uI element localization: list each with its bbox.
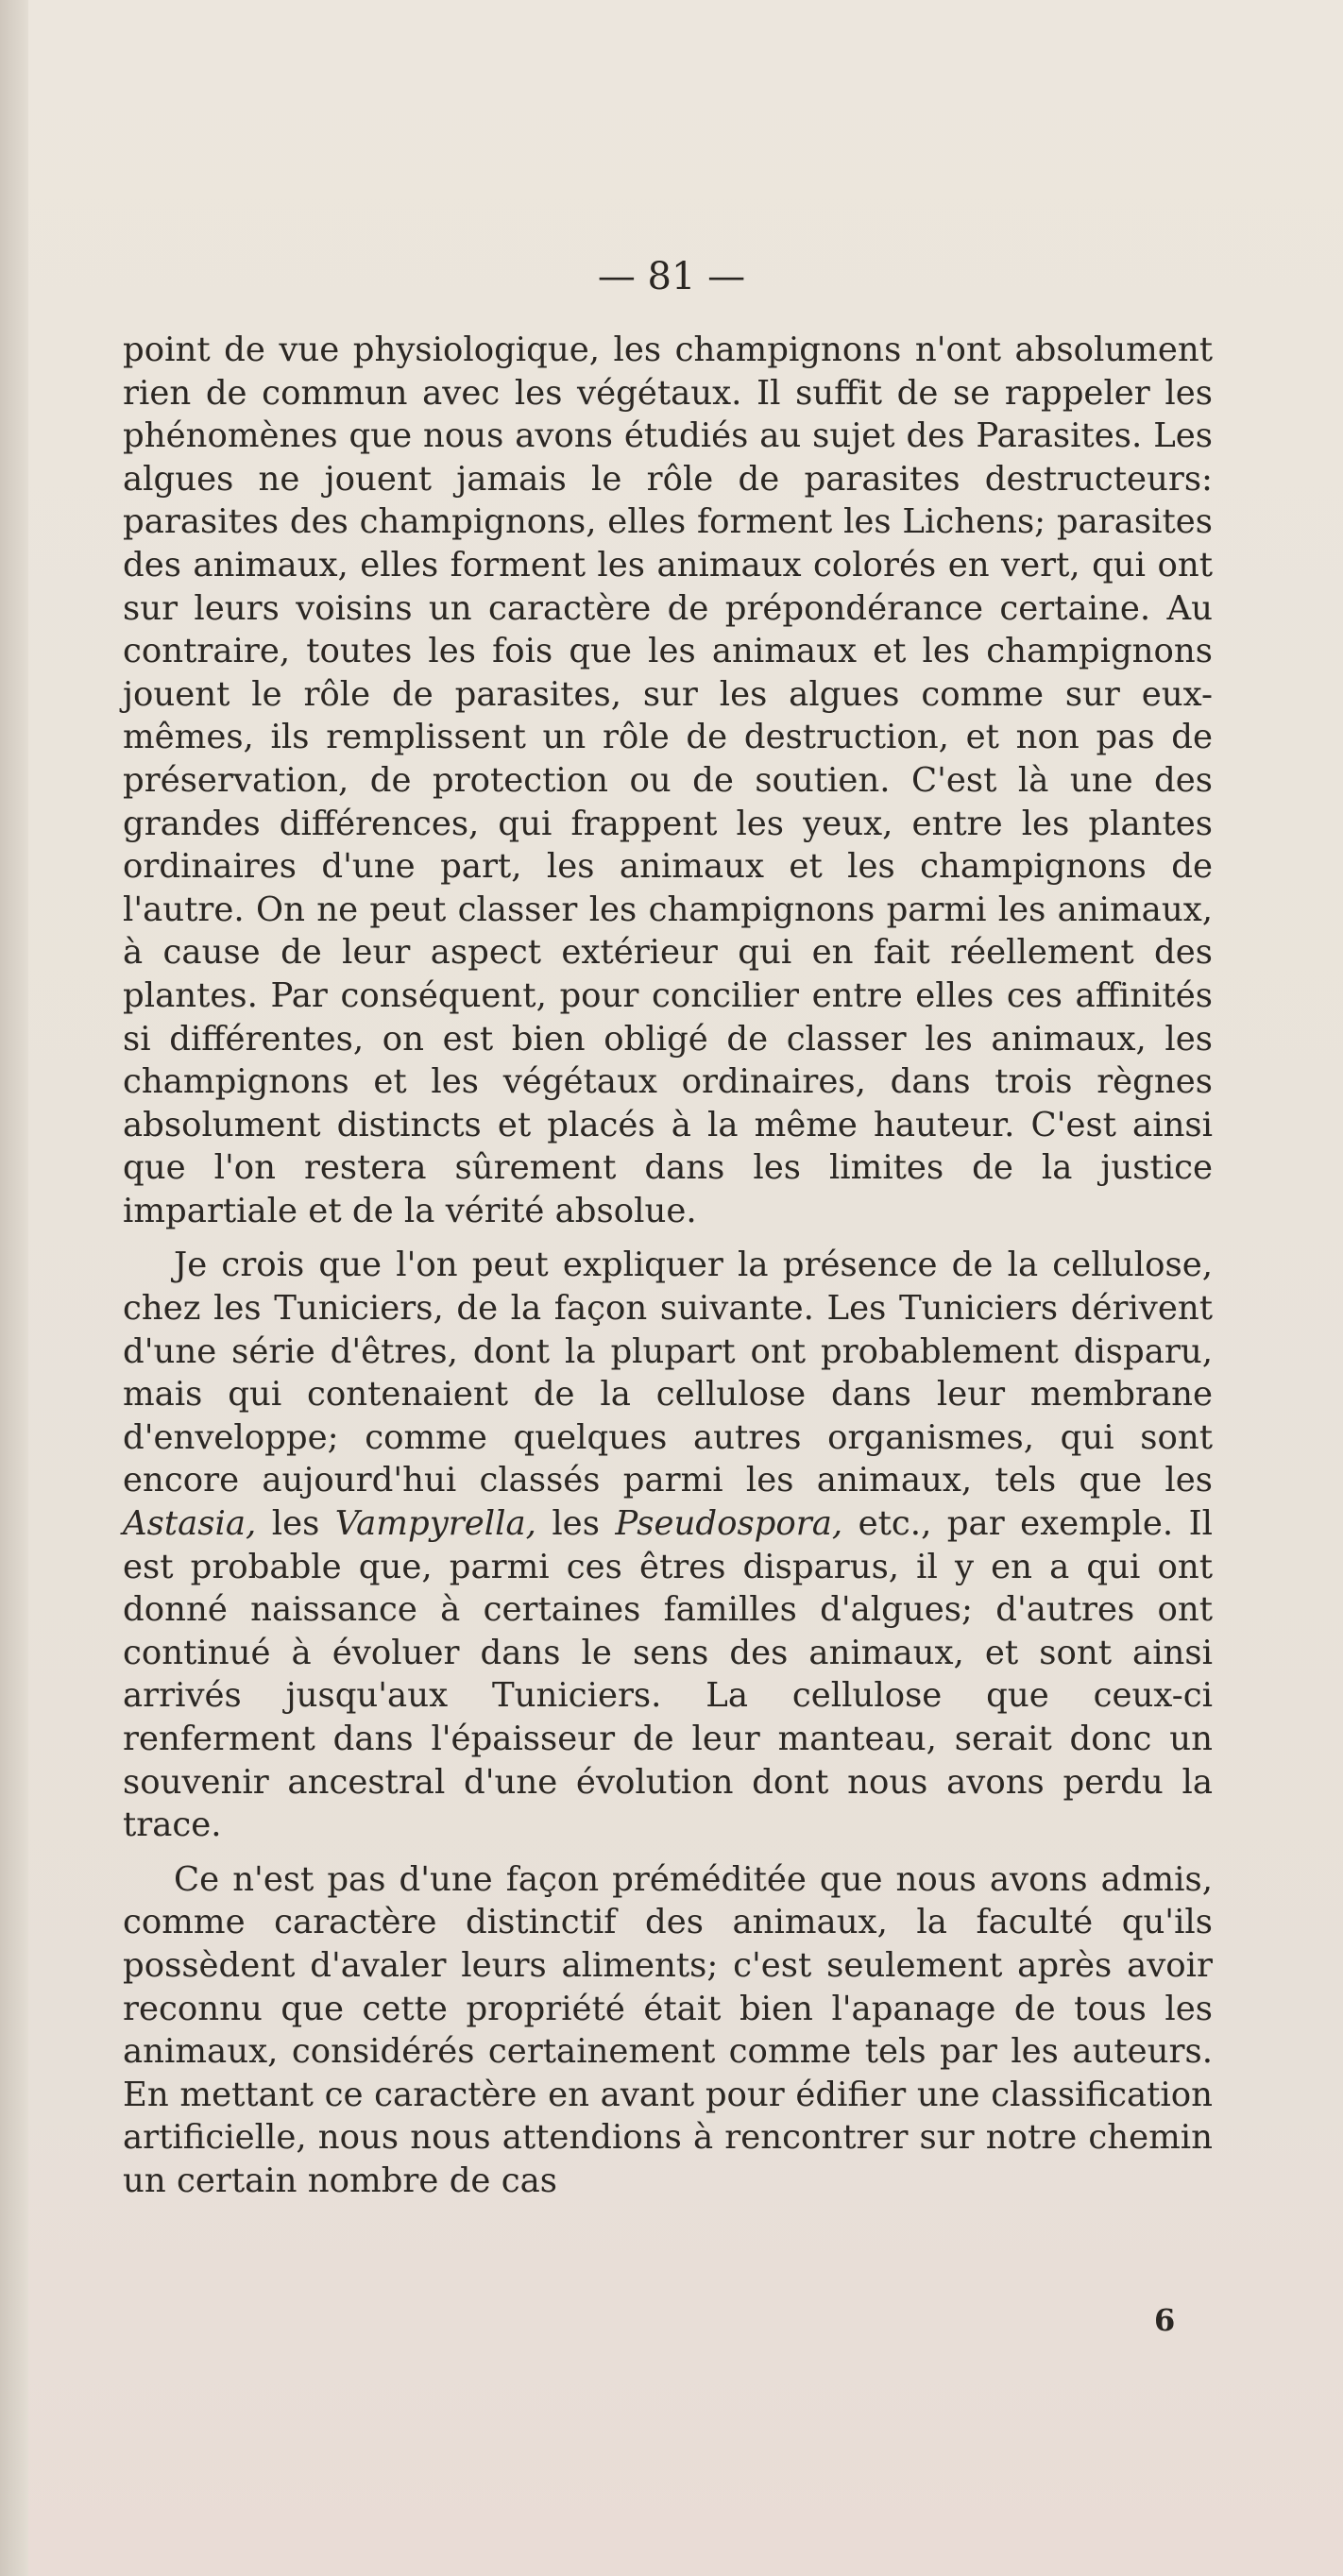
taxon-astasia: Astasia, <box>123 1504 257 1544</box>
paragraph-1: point de vue physiologique, les champignons n'ont absolument rien de commun avec les végétaux. Il suffit de se rappeler les phénomènes que nous avons étudiés au sujet des Parasites. Les algues ne jouent jamais le rôle de parasites destructeurs: parasites des champignons, elles forment les Lichens; parasites des animaux, elles forment les animaux colorés en vert, qui ont sur leurs voisins un caractère de prépondérance certaine. Au contraire, toutes les fois que les animaux et les champignons jouent le rôle de parasites, sur les algues comme sur eux-mêmes, ils remplissent un rôle de destruction, et non pas de préservation, de protection ou de soutien. C'est là une des grandes différences, qui frappent les yeux, entre les plantes ordinaires d'une part, les animaux et les champignons de l'autre. On ne peut classer les champignons parmi les animaux, à cause de leur aspect extérieur qui en fait réellement des plantes. Par conséquent, pour concilier entre elles ces affinités si différentes, on est bien obligé de classer les animaux, les champignons et les végétaux ordinaires, dans trois règnes absolument distincts et placés à la même hauteur. C'est ainsi que l'on restera sûrement dans les limites de la justice impartiale et de la vérité absolue. <box>123 330 1213 1230</box>
paragraph-2-text-b: les <box>256 1504 335 1544</box>
taxon-pseudospora: Pseudospora, <box>615 1504 843 1544</box>
paragraph-2-text-d: etc., par exemple. Il est probable que, parmi ces êtres disparus, il y en a qui ont donné naissance à certaines familles d'algues; d'autres ont continué à évoluer dans le sens des animaux, et sont ainsi arrivés jusqu'aux Tuniciers. La cellulose que ceux-ci renferment dans l'épaisseur de leur manteau, serait donc un souvenir ancestral d'une évolution dont nous avons perdu la trace. <box>123 1504 1213 1845</box>
paragraph-2 <box>123 1244 1213 1846</box>
page-gutter-shadow <box>0 0 28 2576</box>
body-text <box>123 329 1213 2203</box>
paragraph-3: Ce n'est pas d'une façon préméditée que nous avons admis, comme caractère distinctif des animaux, la faculté qu'ils possèdent d'avaler leurs aliments; c'est seulement après avoir reconnu que cette propriété était bien l'apanage de tous les animaux, considérés certainement comme tels par les auteurs. En mettant ce caractère en avant pour édifier une classification artificielle, nous nous attendions à rencontrer sur notre chemin un certain nombre de cas <box>123 1859 1213 2200</box>
page-number: — 81 — <box>597 255 746 298</box>
paragraph-2-text-c: les <box>536 1504 616 1544</box>
taxon-vampyrella: Vampyrella, <box>334 1504 536 1544</box>
paragraph-2-text-a: Je crois que l'on peut expliquer la présence de la cellulose, chez les Tuniciers, de la façon suivante. Les Tuniciers dérivent d'une série d'êtres, dont la plupart ont probablement disparu, mais qui contenaient de la cellulose dans leur membrane d'enveloppe; comme quelques autres organismes, qui sont encore aujourd'hui classés parmi les animaux, tels que les <box>123 1246 1213 1500</box>
signature-mark: 6 <box>1154 2302 1176 2338</box>
